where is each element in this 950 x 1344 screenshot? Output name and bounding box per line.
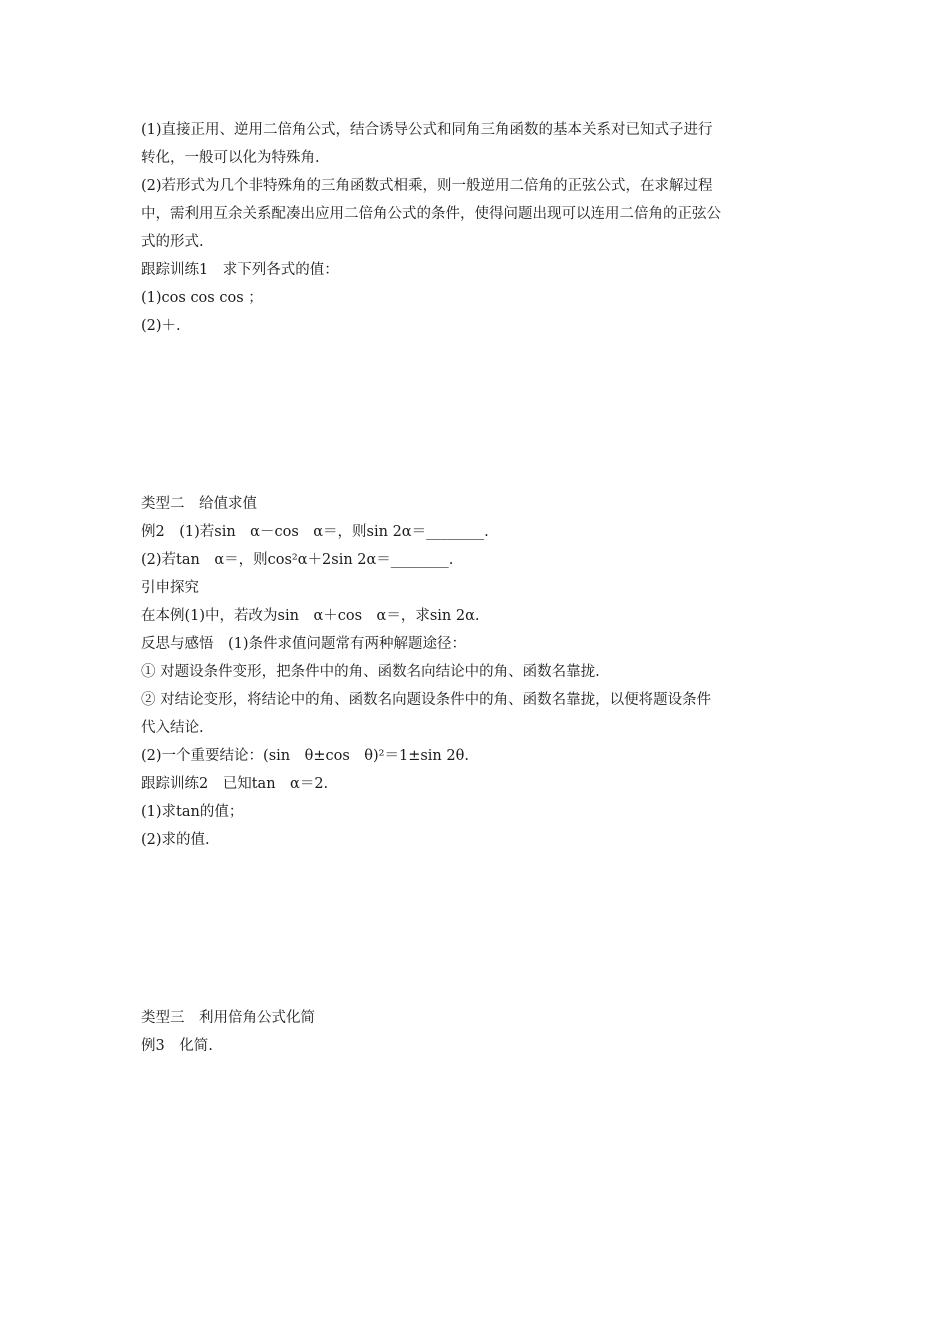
reflection-point-1: ① 对题设条件变形，把条件中的角、函数名向结论中的角、函数名靠拢.	[141, 664, 600, 680]
important-conclusion: (2)一个重要结论：(sin θ±cos θ)²＝1±sin 2θ.	[141, 748, 469, 764]
method-text-2: (2)若形式为几个非特殊角的三角函数式相乘，则一般逆用二倍角的正弦公式，在求解过程	[141, 178, 713, 194]
exercise-2-heading: 跟踪训练2 已知tan α＝2.	[141, 776, 329, 792]
extension-heading: 引申探究	[141, 580, 199, 596]
reflection-point-2-cont: 代入结论.	[141, 720, 204, 736]
example-3: 例3 化简.	[141, 1038, 213, 1054]
method-text-1: (1)直接正用、逆用二倍角公式，结合诱导公式和同角三角函数的基本关系对已知式子进行	[141, 122, 713, 138]
example-2-part-2: (2)若tan α＝，则cos²α＋2sin 2α＝________.	[141, 552, 454, 568]
example-2-part-1: 例2 (1)若sin α－cos α＝，则sin 2α＝________.	[141, 524, 489, 540]
exercise-1-part-1: (1)cos cos cos ；	[141, 290, 263, 306]
section-heading-type-2: 类型二 给值求值	[141, 496, 257, 512]
exercise-2-part-2: (2)求的值.	[141, 832, 210, 848]
reflection-point-2: ② 对结论变形，将结论中的角、函数名向题设条件中的角、函数名靠拢，以便将题设条件	[141, 692, 712, 708]
method-text-2-cont: 中，需利用互余关系配凑出应用二倍角公式的条件，使得问题出现可以连用二倍角的正弦公	[141, 206, 721, 222]
exercise-1-part-2: (2)＋.	[141, 318, 181, 334]
reflection-heading: 反思与感悟 (1)条件求值问题常有两种解题途径：	[141, 636, 467, 652]
exercise-2-part-1: (1)求tan的值；	[141, 804, 244, 820]
method-text-2-end: 式的形式.	[141, 234, 204, 250]
method-text-1-cont: 转化，一般可以化为特殊角.	[141, 150, 320, 166]
extension-text: 在本例(1)中，若改为sin α＋cos α＝，求sin 2α.	[141, 608, 480, 624]
exercise-1-heading: 跟踪训练1 求下列各式的值：	[141, 262, 339, 278]
section-heading-type-3: 类型三 利用倍角公式化简	[141, 1010, 315, 1026]
